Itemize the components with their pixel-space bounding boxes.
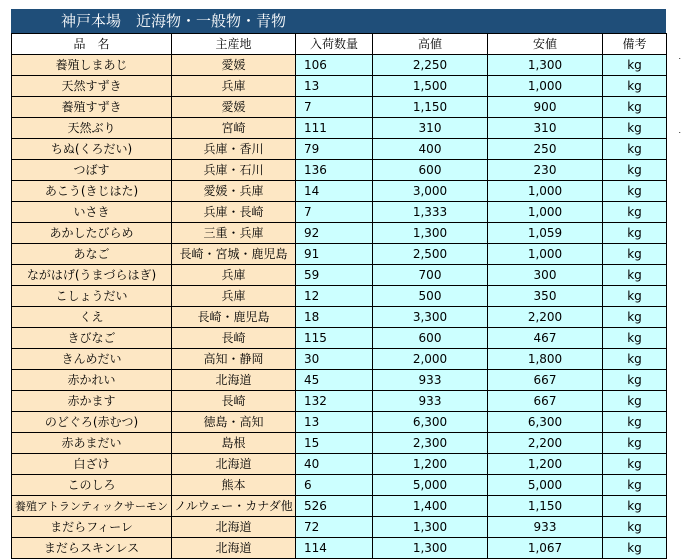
cell-quantity: 7 <box>296 97 373 118</box>
cell-origin: 三重・兵庫 <box>172 223 296 244</box>
cell-notes: kg <box>603 328 667 349</box>
cell-origin: 兵庫 <box>172 286 296 307</box>
cell-notes: kg <box>603 244 667 265</box>
cell-high: 1,300 <box>373 223 488 244</box>
cell-name: 天然すずき <box>12 76 172 97</box>
header-low: 安値 <box>488 34 603 55</box>
cell-name: 赤かれい <box>12 370 172 391</box>
cell-high: 1,300 <box>373 517 488 538</box>
cell-notes: kg <box>603 538 667 559</box>
cell-low: 230 <box>488 160 603 181</box>
cell-low: 1,000 <box>488 202 603 223</box>
table-row <box>12 538 667 559</box>
cell-notes: kg <box>603 202 667 223</box>
cell-low: 667 <box>488 391 603 412</box>
cell-quantity: 13 <box>296 412 373 433</box>
cell-high: 1,300 <box>373 538 488 559</box>
cell-name: 赤あまだい <box>12 433 172 454</box>
cell-quantity: 111 <box>296 118 373 139</box>
cell-low: 1,059 <box>488 223 603 244</box>
cell-low: 1,200 <box>488 454 603 475</box>
cell-name: 天然ぶり <box>12 118 172 139</box>
cell-notes: kg <box>603 97 667 118</box>
cell-high: 1,333 <box>373 202 488 223</box>
cell-high: 2,300 <box>373 433 488 454</box>
cell-quantity: 12 <box>296 286 373 307</box>
cell-name: ながはげ(うまづらはぎ) <box>12 265 172 286</box>
cell-name: まだらフィーレ <box>12 517 172 538</box>
header-quantity: 入荷数量 <box>296 34 373 55</box>
cell-high: 2,500 <box>373 244 488 265</box>
cell-name: このしろ <box>12 475 172 496</box>
cell-name: のどぐろ(赤むつ) <box>12 412 172 433</box>
cell-quantity: 132 <box>296 391 373 412</box>
cell-high: 1,200 <box>373 454 488 475</box>
cell-origin: 北海道 <box>172 538 296 559</box>
cell-notes: kg <box>603 181 667 202</box>
cell-low: 5,000 <box>488 475 603 496</box>
cell-origin: 宮崎 <box>172 118 296 139</box>
cell-low: 2,200 <box>488 307 603 328</box>
cell-high: 2,000 <box>373 349 488 370</box>
cell-origin: 長崎・鹿児島 <box>172 307 296 328</box>
cell-notes: kg <box>603 475 667 496</box>
table-row <box>12 433 667 454</box>
sheet-title: 神戸本場 近海物・一般物・青物 <box>11 9 666 33</box>
cell-low: 6,300 <box>488 412 603 433</box>
cell-origin: 兵庫 <box>172 76 296 97</box>
cell-notes: kg <box>603 160 667 181</box>
cell-quantity: 72 <box>296 517 373 538</box>
cell-quantity: 15 <box>296 433 373 454</box>
table-row <box>12 202 667 223</box>
cell-origin: 長崎 <box>172 391 296 412</box>
cell-quantity: 59 <box>296 265 373 286</box>
cell-name: きんめだい <box>12 349 172 370</box>
table-row <box>12 517 667 538</box>
cell-notes: kg <box>603 286 667 307</box>
cell-origin: 島根 <box>172 433 296 454</box>
cell-quantity: 40 <box>296 454 373 475</box>
cell-low: 667 <box>488 370 603 391</box>
cell-name: 養殖アトランティックサーモン <box>12 496 172 517</box>
cell-notes: kg <box>603 391 667 412</box>
table-row <box>12 244 667 265</box>
cell-name: ちぬ(くろだい) <box>12 139 172 160</box>
table-row <box>12 454 667 475</box>
cell-low: 933 <box>488 517 603 538</box>
cell-high: 400 <box>373 139 488 160</box>
cell-low: 1,067 <box>488 538 603 559</box>
table-row <box>12 412 667 433</box>
cell-notes: kg <box>603 349 667 370</box>
table-row <box>12 370 667 391</box>
table-row <box>12 97 667 118</box>
cell-low: 1,800 <box>488 349 603 370</box>
cell-notes: kg <box>603 118 667 139</box>
cell-origin: 北海道 <box>172 454 296 475</box>
cell-low: 300 <box>488 265 603 286</box>
cell-origin: 北海道 <box>172 370 296 391</box>
cell-high: 1,400 <box>373 496 488 517</box>
cell-name: くえ <box>12 307 172 328</box>
cell-name: まだらスキンレス <box>12 538 172 559</box>
cell-name: 白ざけ <box>12 454 172 475</box>
cell-name: あかしたびらめ <box>12 223 172 244</box>
cell-origin: 愛媛 <box>172 97 296 118</box>
cell-low: 1,000 <box>488 181 603 202</box>
table-row <box>12 139 667 160</box>
cell-notes: kg <box>603 370 667 391</box>
cell-notes: kg <box>603 433 667 454</box>
cell-quantity: 115 <box>296 328 373 349</box>
cell-quantity: 45 <box>296 370 373 391</box>
table-row <box>12 286 667 307</box>
cell-name: あなご <box>12 244 172 265</box>
cell-quantity: 91 <box>296 244 373 265</box>
cell-notes: kg <box>603 517 667 538</box>
header-name: 品 名 <box>12 34 172 55</box>
cell-origin: 長崎 <box>172 328 296 349</box>
cell-low: 1,000 <box>488 76 603 97</box>
cell-quantity: 136 <box>296 160 373 181</box>
cell-high: 6,300 <box>373 412 488 433</box>
cell-origin: 愛媛 <box>172 55 296 76</box>
cell-origin: 北海道 <box>172 517 296 538</box>
cell-name: 養殖すずき <box>12 97 172 118</box>
cell-origin: 兵庫 <box>172 265 296 286</box>
edge-mark: . <box>678 52 681 61</box>
cell-low: 900 <box>488 97 603 118</box>
cell-high: 700 <box>373 265 488 286</box>
table-row <box>12 118 667 139</box>
cell-name: いさき <box>12 202 172 223</box>
cell-notes: kg <box>603 223 667 244</box>
cell-low: 250 <box>488 139 603 160</box>
table-row <box>12 160 667 181</box>
cell-high: 2,250 <box>373 55 488 76</box>
cell-origin: 兵庫・香川 <box>172 139 296 160</box>
cell-quantity: 79 <box>296 139 373 160</box>
header-notes: 備考 <box>603 34 667 55</box>
cell-quantity: 92 <box>296 223 373 244</box>
cell-quantity: 30 <box>296 349 373 370</box>
cell-high: 500 <box>373 286 488 307</box>
cell-origin: 愛媛・兵庫 <box>172 181 296 202</box>
cell-high: 3,000 <box>373 181 488 202</box>
cell-quantity: 14 <box>296 181 373 202</box>
cell-high: 310 <box>373 118 488 139</box>
cell-notes: kg <box>603 307 667 328</box>
cell-origin: 兵庫・長崎 <box>172 202 296 223</box>
cell-high: 1,150 <box>373 97 488 118</box>
cell-quantity: 6 <box>296 475 373 496</box>
cell-high: 5,000 <box>373 475 488 496</box>
cell-high: 600 <box>373 160 488 181</box>
cell-quantity: 13 <box>296 76 373 97</box>
price-table <box>11 33 667 559</box>
cell-origin: 長崎・宮城・鹿児島 <box>172 244 296 265</box>
header-high: 高値 <box>373 34 488 55</box>
cell-origin: 熊本 <box>172 475 296 496</box>
table-row <box>12 349 667 370</box>
cell-high: 3,300 <box>373 307 488 328</box>
cell-notes: kg <box>603 76 667 97</box>
cell-quantity: 114 <box>296 538 373 559</box>
header-origin: 主産地 <box>172 34 296 55</box>
cell-high: 933 <box>373 370 488 391</box>
cell-high: 1,500 <box>373 76 488 97</box>
cell-low: 1,300 <box>488 55 603 76</box>
cell-high: 933 <box>373 391 488 412</box>
cell-notes: kg <box>603 412 667 433</box>
cell-quantity: 7 <box>296 202 373 223</box>
cell-name: あこう(きじはた) <box>12 181 172 202</box>
cell-low: 310 <box>488 118 603 139</box>
cell-name: きびなご <box>12 328 172 349</box>
cell-notes: kg <box>603 496 667 517</box>
cell-origin: 高知・静岡 <box>172 349 296 370</box>
cell-notes: kg <box>603 139 667 160</box>
cell-low: 467 <box>488 328 603 349</box>
table-row <box>12 496 667 517</box>
table-row <box>12 328 667 349</box>
table-row <box>12 55 667 76</box>
cell-low: 350 <box>488 286 603 307</box>
table-row <box>12 307 667 328</box>
table-row <box>12 475 667 496</box>
cell-notes: kg <box>603 454 667 475</box>
cell-quantity: 106 <box>296 55 373 76</box>
cell-high: 600 <box>373 328 488 349</box>
table-row <box>12 76 667 97</box>
cell-name: つばす <box>12 160 172 181</box>
cell-origin: 徳島・高知 <box>172 412 296 433</box>
edge-mark: . <box>678 126 681 135</box>
cell-low: 1,000 <box>488 244 603 265</box>
cell-quantity: 18 <box>296 307 373 328</box>
table-row <box>12 265 667 286</box>
cell-name: 養殖しまあじ <box>12 55 172 76</box>
cell-notes: kg <box>603 55 667 76</box>
table-row <box>12 223 667 244</box>
cell-low: 1,150 <box>488 496 603 517</box>
cell-name: 赤かます <box>12 391 172 412</box>
cell-origin: 兵庫・石川 <box>172 160 296 181</box>
cell-name: こしょうだい <box>12 286 172 307</box>
market-price-sheet <box>11 9 666 559</box>
table-body <box>12 55 667 559</box>
cell-origin: ノルウェー・カナダ他 <box>172 496 296 517</box>
header-row <box>12 34 667 55</box>
table-row <box>12 181 667 202</box>
cell-notes: kg <box>603 265 667 286</box>
cell-quantity: 526 <box>296 496 373 517</box>
table-row <box>12 391 667 412</box>
cell-low: 2,200 <box>488 433 603 454</box>
